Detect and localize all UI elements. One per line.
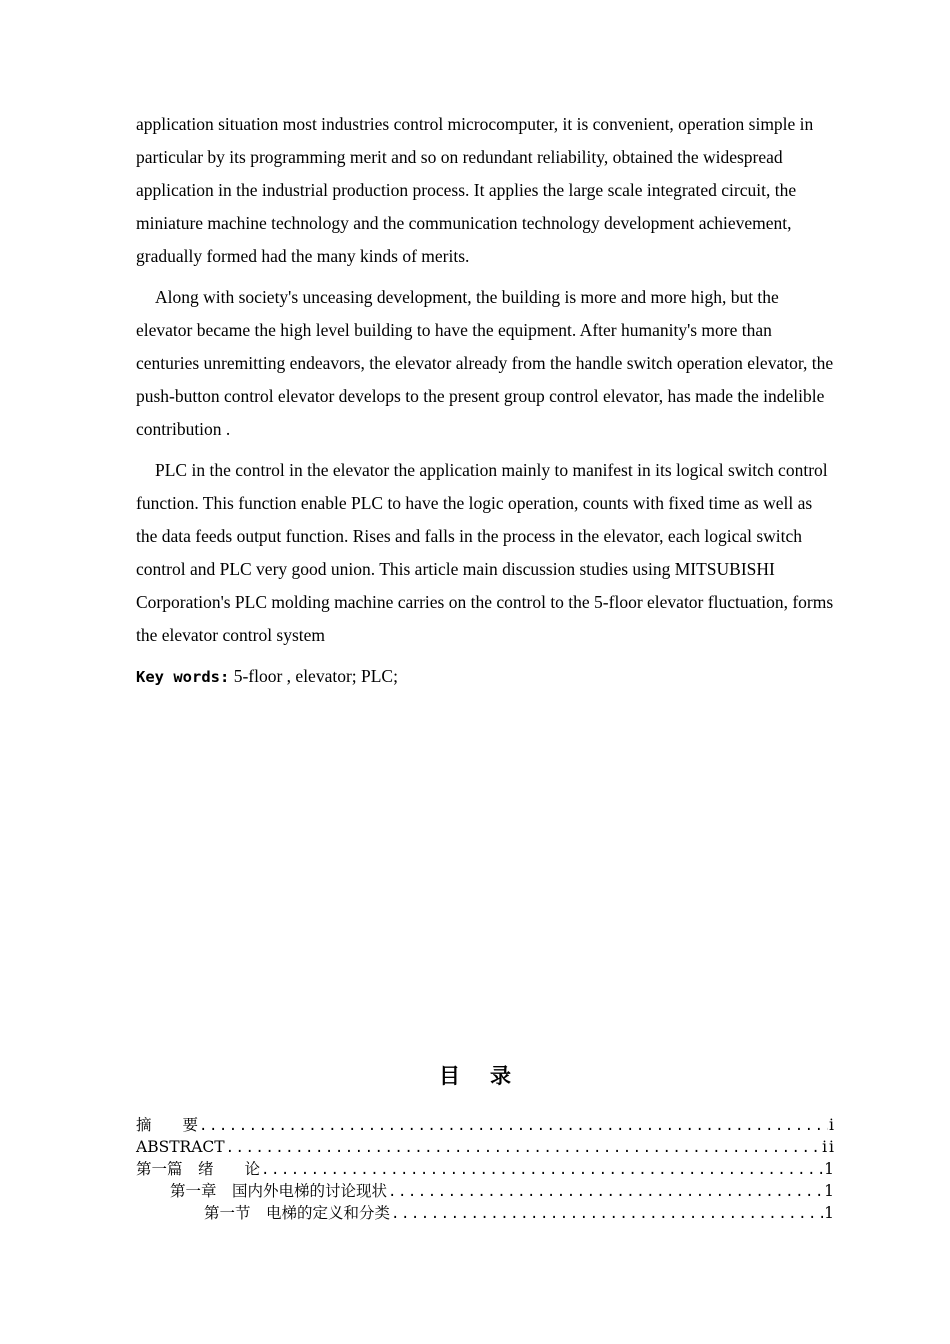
toc-entry[interactable]	[136, 1202, 836, 1224]
abstract-paragraph-2: Along with society's unceasing development, the building is more and more high, but the elevator became the high level building to have the equipment. After humanity's more than centuries unremitting endeavors, the elevator already from the handle switch operation elevator, the push-button control elevator develops to the present group control elevator, has made the indelible contribution .	[136, 287, 834, 439]
toc-leader-dots	[261, 1159, 823, 1181]
keywords-label: Key words:	[136, 668, 230, 686]
toc-entry[interactable]	[136, 1180, 836, 1202]
toc-entry-page: i	[829, 1116, 836, 1134]
toc-entry-page: ii	[822, 1138, 836, 1156]
toc-entry-page: 1	[824, 1160, 836, 1178]
toc-leader-dots	[199, 1115, 828, 1137]
keywords-line	[136, 660, 836, 694]
abstract-section	[136, 108, 836, 694]
toc-title: 目录	[439, 1064, 541, 1088]
abstract-paragraph-1: application situation most industries control microcomputer, it is convenient, operation simple in particular by its programming merit and so on redundant reliability, obtained the widespread application in the industrial production process. It applies the large scale integrated circuit, the miniature machine technology and the communication technology development achievement, gradually formed had the many kinds of merits.	[136, 114, 814, 266]
toc-entry-label: 第一章 国内外电梯的讨论现状	[170, 1182, 388, 1200]
table-of-contents	[136, 1114, 836, 1224]
toc-leader-dots	[226, 1137, 821, 1159]
toc-entry-label: 摘 要	[136, 1116, 199, 1134]
toc-entry-page: 1	[824, 1182, 836, 1200]
toc-leader-dots	[391, 1203, 823, 1225]
toc-entry[interactable]	[136, 1114, 836, 1136]
toc-entry-label: 第一节 电梯的定义和分类	[204, 1204, 391, 1222]
toc-entry[interactable]	[136, 1136, 836, 1158]
abstract-paragraph-3: PLC in the control in the elevator the application mainly to manifest in its logical switch control function. This function enable PLC to have the logic operation, counts with fixed time as well as the data feeds output function. Rises and falls in the process in the elevator, each logical switch control and PLC very good union. This article main discussion studies using MITSUBISHI Corporation's PLC molding machine carries on the control to the 5-floor elevator fluctuation, forms the elevator control system	[136, 460, 834, 645]
toc-entry[interactable]	[136, 1158, 836, 1180]
toc-entry-page: 1	[824, 1204, 836, 1222]
keywords-value: 5-floor , elevator; PLC;	[233, 666, 398, 686]
toc-entry-label: 第一篇 绪 论	[136, 1160, 261, 1178]
toc-entry-label: ABSTRACT	[136, 1138, 225, 1156]
toc-leader-dots	[388, 1181, 823, 1203]
